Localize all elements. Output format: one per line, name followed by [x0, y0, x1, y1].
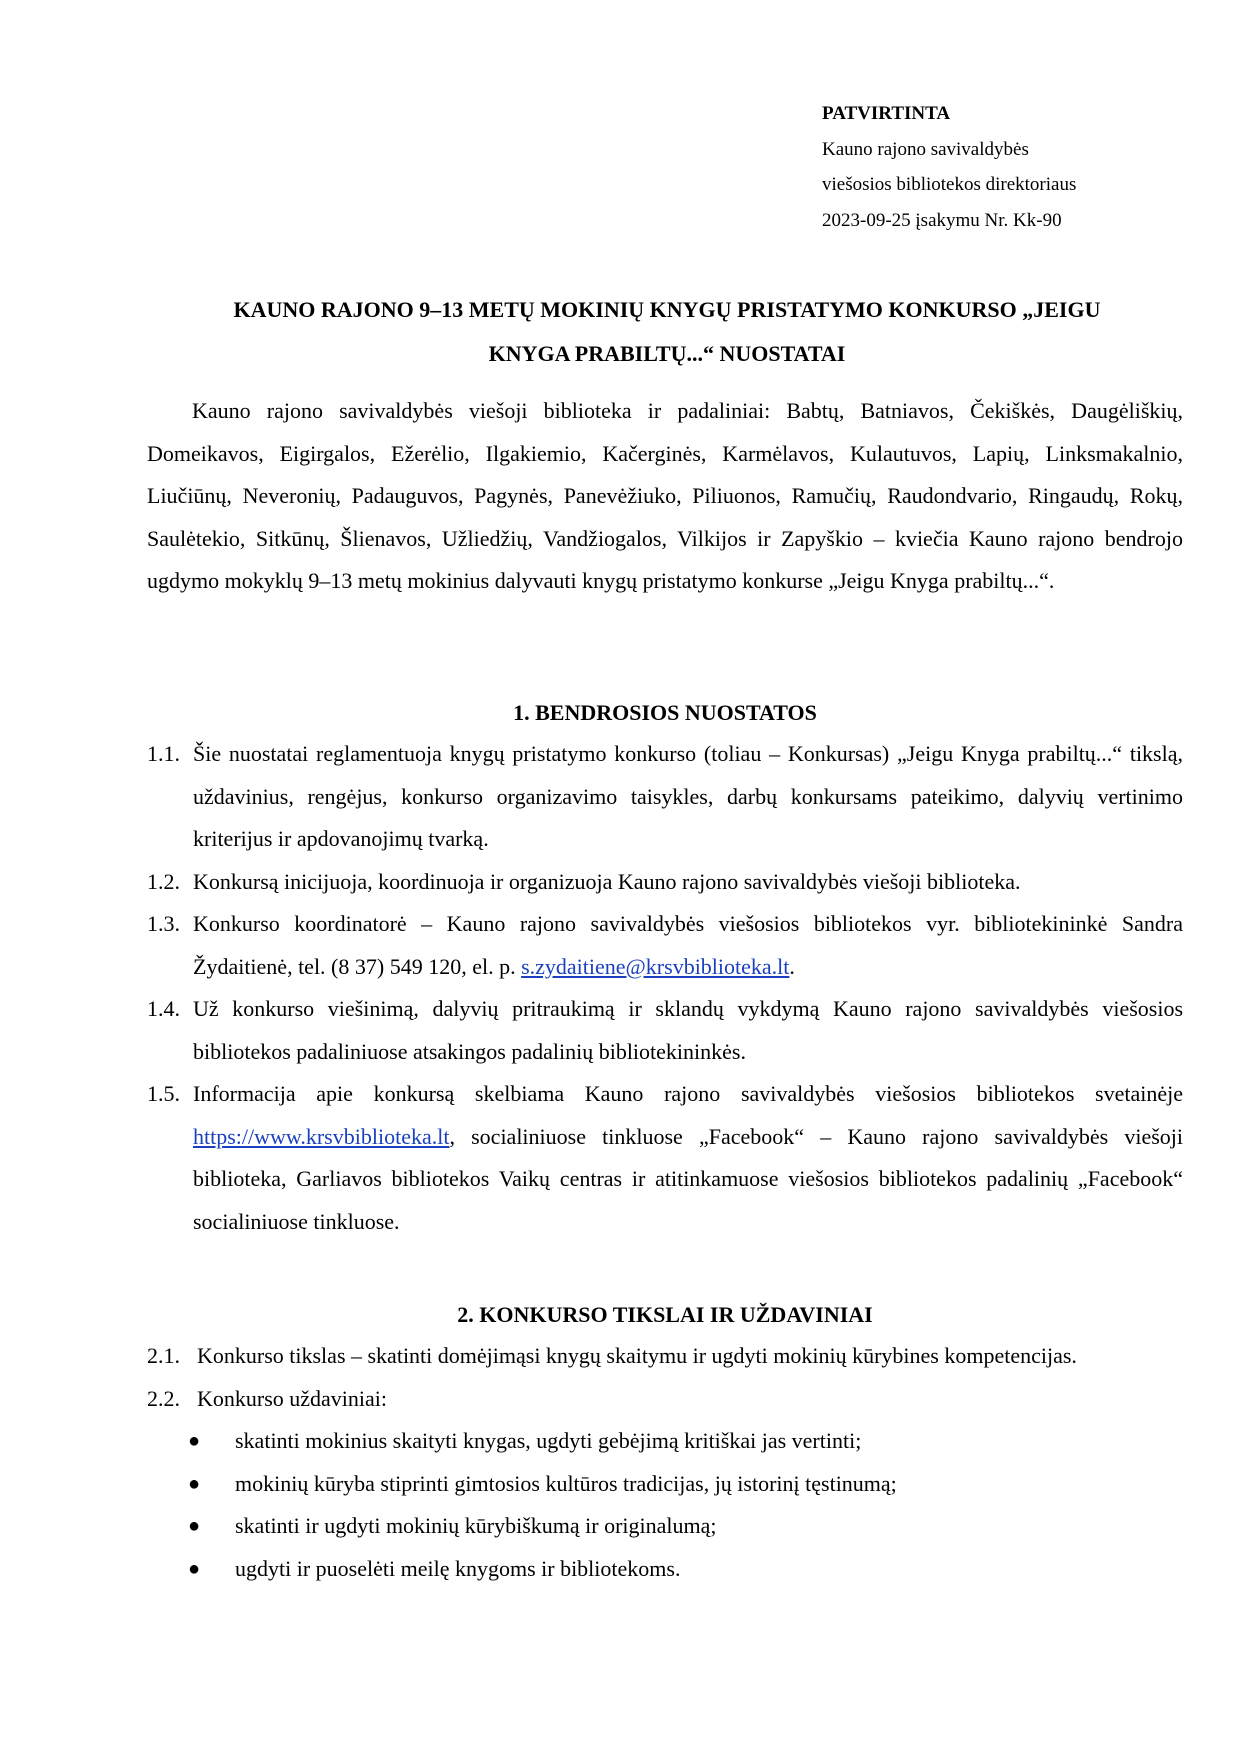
- item-text: Už konkurso viešinimą, dalyvių pritraukimą ir sklandų vykdymą Kauno rajono savivaldybės viešosios bibliotekos padaliniuose atsakingos padalinių bibliotekininkės.: [193, 996, 1183, 1064]
- section-1-heading: 1. BENDROSIOS NUOSTATOS: [513, 700, 817, 725]
- item-text-after: .: [789, 953, 795, 979]
- title-line-1: KAUNO RAJONO 9–13 METŲ MOKINIŲ KNYGŲ PRISTATYMO KONKURSO „JEIGU: [233, 297, 1101, 322]
- list-item: [147, 903, 1183, 988]
- approval-line-2: viešosios bibliotekos direktoriaus: [822, 174, 1077, 195]
- bullet-icon: ●: [188, 1472, 201, 1495]
- list-item: [147, 861, 1183, 904]
- item-text: [193, 903, 1183, 988]
- bullet-text: ugdyti ir puoselėti meilę knygoms ir bibliotekoms.: [235, 1555, 681, 1581]
- item-text: Konkurso uždaviniai:: [197, 1385, 388, 1411]
- bullet-icon: ●: [188, 1515, 201, 1537]
- approval-line-3: 2023-09-25 įsakymu Nr. Kk-90: [822, 209, 1062, 231]
- bullet-icon: ●: [188, 1430, 201, 1452]
- section-2-list: [147, 1335, 1183, 1420]
- list-item: [147, 1335, 1183, 1378]
- approval-label: PATVIRTINTA: [822, 103, 951, 124]
- list-item: [147, 988, 1183, 1073]
- bullet-text: mokinių kūryba stiprinti gimtosios kultūros tradicijas, jų istorinį tęstinumą;: [235, 1470, 897, 1496]
- item-text-after: , socialiniuose tinkluose „Facebook“ – Kauno rajono savivaldybės viešoji biblioteka, Garliavos bibliotekos Vaikų centras ir atitinkamuose viešosios bibliotekos padalinių „Facebook“ socialiniuose tinkluose.: [193, 1123, 1183, 1234]
- bullet-item: [188, 1505, 1178, 1548]
- bullet-text: skatinti mokinius skaityti knygas, ugdyti gebėjimą kritiškai jas vertinti;: [235, 1428, 862, 1453]
- approval-block: [822, 96, 1076, 238]
- item-text-before: Konkurso koordinatorė – Kauno rajono savivaldybės viešosios bibliotekos vyr. bibliotekininkė Sandra Žydaitienė, tel. (8 37) 549 120, el. p.: [193, 911, 1183, 979]
- list-item: [147, 1378, 1183, 1421]
- bullet-item: [188, 1548, 1178, 1591]
- item-text: Konkursą inicijuoja, koordinuoja ir organizuoja Kauno rajono savivaldybės viešoji biblioteka.: [193, 868, 1021, 894]
- bullet-item: [188, 1420, 1178, 1463]
- intro-paragraph: Kauno rajono savivaldybės viešoji biblioteka ir padaliniai: Babtų, Batniavos, Čekiškės, Daugėliškių, Domeikavos, Eigirgalos, Ežerėlio, Ilgakiemio, Kačerginės, Karmėlavos, Kulautuvos, Lapių, Linksmakalnio, Liučiūnų, Neveronių, Padauguvos, Pagynės, Panevėžiuko, Piliuonos, Ramučių, Raudondvario, Ringaudų, Rokų, Saulėtekio, Sitkūnų, Šlienavos, Užliedžių, Vandžiogalos, Vilkijos ir Zapyškio – kviečia Kauno rajono bendrojo ugdymo mokyklų 9–13 metų mokinius dalyvauti knygų pristatymo konkurse „Jeigu Knyga prabiltų...“.: [147, 398, 1183, 593]
- website-link[interactable]: https://www.krsvbiblioteka.lt: [193, 1123, 450, 1149]
- objectives-bullet-list: [188, 1420, 1178, 1590]
- document-title: [147, 288, 1187, 376]
- approval-line-1: Kauno rajono savivaldybės: [822, 138, 1029, 160]
- section-2-heading: 2. KONKURSO TIKSLAI IR UŽDAVINIAI: [457, 1302, 873, 1327]
- item-number: 1.4.: [147, 996, 180, 1021]
- item-text: Konkurso tikslas – skatinti domėjimąsi knygų skaitymu ir ugdyti mokinių kūrybines kompetencijas.: [197, 1343, 1077, 1368]
- bullet-item: [188, 1463, 1178, 1506]
- bullet-icon: ●: [188, 1557, 201, 1580]
- list-item: [147, 733, 1183, 861]
- section-1-list: [147, 733, 1183, 1243]
- item-text: Šie nuostatai reglamentuoja knygų pristatymo konkurso (toliau – Konkursas) „Jeigu Knyga prabiltų...“ tikslą, uždavinius, rengėjus, konkurso organizavimo taisykles, darbų konkursams pateikimo, dalyvių vertinimo kriterijus ir apdovanojimų tvarką.: [193, 741, 1183, 851]
- item-text-before: Informacija apie konkursą skelbiama Kauno rajono savivaldybės viešosios bibliotekos svetainėje: [193, 1081, 1183, 1106]
- item-number: 2.1.: [147, 1343, 180, 1368]
- item-number: 1.2.: [147, 868, 180, 894]
- item-number: 1.5.: [147, 1081, 180, 1106]
- item-number: 1.1.: [147, 741, 180, 766]
- list-item: [147, 1073, 1183, 1243]
- item-number: 2.2.: [147, 1385, 180, 1411]
- title-line-2: KNYGA PRABILTŲ...“ NUOSTATAI: [488, 341, 846, 366]
- item-text: [193, 1073, 1183, 1243]
- item-number: 1.3.: [147, 911, 180, 936]
- bullet-text: skatinti ir ugdyti mokinių kūrybiškumą ir originalumą;: [235, 1513, 717, 1538]
- email-link[interactable]: s.zydaitiene@krsvbiblioteka.lt: [521, 953, 790, 979]
